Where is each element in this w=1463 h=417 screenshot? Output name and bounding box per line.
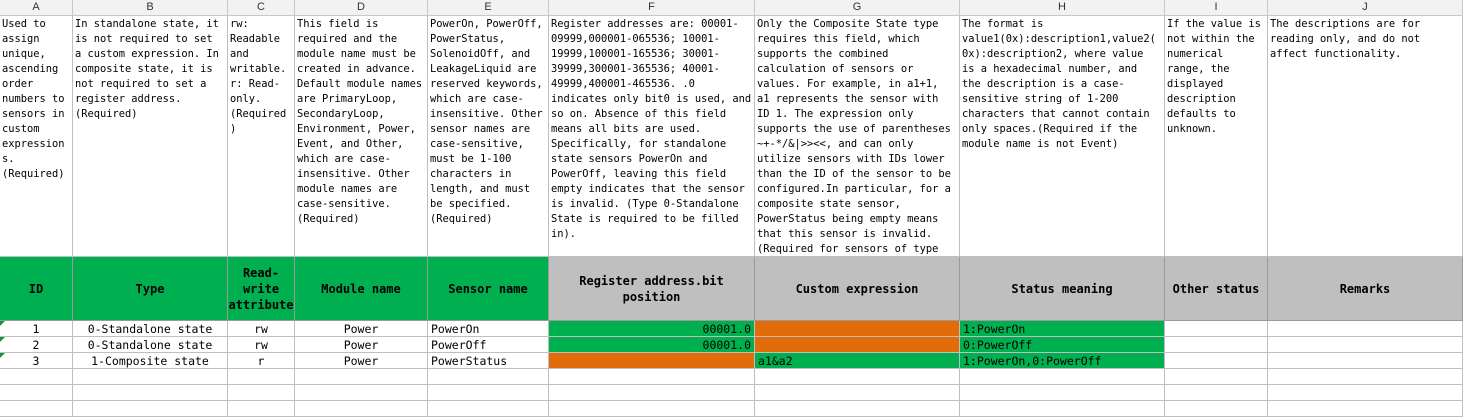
field-header-g[interactable]: [755, 257, 960, 321]
table-cell-r3-g[interactable]: a1&a2: [755, 353, 960, 369]
table-cell-r4-g[interactable]: [755, 369, 960, 385]
description-cell-b[interactable]: In standalone state, it is not required to set a custom expression. In composite state, it is not required to set a register address. (Required): [73, 16, 228, 257]
table-cell-r5-c[interactable]: [228, 385, 295, 401]
field-header-label: Remarks: [1339, 281, 1391, 296]
table-cell-r4-i[interactable]: [1165, 369, 1268, 385]
field-header-d[interactable]: [295, 257, 428, 321]
table-cell-r1-j[interactable]: [1268, 321, 1463, 337]
table-cell-r6-c[interactable]: [228, 401, 295, 417]
description-cell-i[interactable]: If the value is not within the numerical range, the displayed description defaults to unknown.: [1165, 16, 1268, 257]
table-cell-r4-j[interactable]: [1268, 369, 1463, 385]
table-cell-r4-h[interactable]: [960, 369, 1165, 385]
field-header-j[interactable]: [1268, 257, 1463, 321]
table-cell-r4-c[interactable]: [228, 369, 295, 385]
column-header-f[interactable]: F: [549, 0, 755, 16]
table-cell-r5-d[interactable]: [295, 385, 428, 401]
table-cell-r5-j[interactable]: [1268, 385, 1463, 401]
table-cell-r3-j[interactable]: [1268, 353, 1463, 369]
field-header-label: Status meaning: [1011, 281, 1113, 296]
table-cell-r6-j[interactable]: [1268, 401, 1463, 417]
column-header-b[interactable]: B: [73, 0, 228, 16]
table-cell-r5-i[interactable]: [1165, 385, 1268, 401]
field-header-h[interactable]: [960, 257, 1165, 321]
column-header-h[interactable]: H: [960, 0, 1165, 16]
description-cell-g[interactable]: Only the Composite State type requires this field, which supports the combined calculation of sensors or values. For example, in a1+1, a1 represents the sensor with ID 1. The expression only supports the use of parentheses ~+-*/&|>><<, and can only utilize sensors with IDs lower than the ID of the sensor to be configured.In particular, for a composite state sensor, PowerStatus being empty means that this sensor is invalid.(Required for sensors of type: [755, 16, 960, 257]
table-cell-r6-b[interactable]: [73, 401, 228, 417]
table-cell-r5-h[interactable]: [960, 385, 1165, 401]
table-cell-r3-a[interactable]: 3: [0, 353, 73, 369]
table-cell-r3-f[interactable]: [549, 353, 755, 369]
table-cell-r1-h[interactable]: 1:PowerOn: [960, 321, 1165, 337]
table-cell-r2-g[interactable]: [755, 337, 960, 353]
table-cell-r4-e[interactable]: [428, 369, 549, 385]
table-cell-r6-a[interactable]: [0, 401, 73, 417]
cell-marker-icon: [0, 337, 5, 342]
description-cell-j[interactable]: The descriptions are for reading only, and do not affect functionality.: [1268, 16, 1463, 257]
field-header-label: Other status: [1172, 281, 1260, 296]
table-cell-r3-h[interactable]: 1:PowerOn,0:PowerOff: [960, 353, 1165, 369]
table-cell-r3-i[interactable]: [1165, 353, 1268, 369]
column-header-c[interactable]: C: [228, 0, 295, 16]
table-cell-r4-b[interactable]: [73, 369, 228, 385]
field-header-a[interactable]: [0, 257, 73, 321]
table-cell-r2-j[interactable]: [1268, 337, 1463, 353]
table-cell-r3-d[interactable]: Power: [295, 353, 428, 369]
table-cell-r6-i[interactable]: [1165, 401, 1268, 417]
table-cell-r6-h[interactable]: [960, 401, 1165, 417]
field-header-label: ID: [28, 281, 44, 296]
cell-marker-icon: [0, 321, 5, 326]
description-cell-f[interactable]: Register addresses are: 00001-09999,000001-065536; 10001-19999,100001-165536; 30001-39999,300001-365536; 40001-49999,400001-465536. .0 indicates only bit0 is used, and so on. Absence of this field means all bits are used. Specifically, for standalone state sensors PowerOn and PowerOff, leaving this field empty indicates that the sensor is invalid. (Type 0-Standalone State is required to be filled in).: [549, 16, 755, 257]
table-cell-r2-c[interactable]: rw: [228, 337, 295, 353]
table-cell-r4-a[interactable]: [0, 369, 73, 385]
field-header-label: Type: [135, 281, 165, 296]
field-header-i[interactable]: [1165, 257, 1268, 321]
field-header-label: Read-write attribute: [228, 265, 294, 312]
table-cell-r2-h[interactable]: 0:PowerOff: [960, 337, 1165, 353]
table-cell-r3-e[interactable]: PowerStatus: [428, 353, 549, 369]
table-cell-r5-g[interactable]: [755, 385, 960, 401]
table-cell-r3-c[interactable]: r: [228, 353, 295, 369]
table-cell-r1-a[interactable]: 1: [0, 321, 73, 337]
field-header-label: Sensor name: [448, 281, 528, 296]
field-header-f[interactable]: [549, 257, 755, 321]
description-cell-e[interactable]: PowerOn, PowerOff, PowerStatus, SolenoidOff, and LeakageLiquid are reserved keywords, which are case-insensitive. Other sensor names are case-sensitive, must be 1-100 characters in length, and must be specified. (Required): [428, 16, 549, 257]
table-cell-r2-a[interactable]: 2: [0, 337, 73, 353]
column-header-e[interactable]: E: [428, 0, 549, 16]
column-header-d[interactable]: D: [295, 0, 428, 16]
description-cell-a[interactable]: Used to assign unique, ascending order numbers to sensors in custom expressions. (Required): [0, 16, 73, 257]
column-header-a[interactable]: A: [0, 0, 73, 16]
table-cell-r1-d[interactable]: Power: [295, 321, 428, 337]
column-header-i[interactable]: I: [1165, 0, 1268, 16]
table-cell-r5-f[interactable]: [549, 385, 755, 401]
table-cell-r1-i[interactable]: [1165, 321, 1268, 337]
table-cell-r1-b[interactable]: 0-Standalone state: [73, 321, 228, 337]
field-header-label: Custom expression: [795, 281, 919, 296]
table-cell-r5-e[interactable]: [428, 385, 549, 401]
field-header-c[interactable]: [228, 257, 295, 321]
table-cell-r4-f[interactable]: [549, 369, 755, 385]
description-cell-d[interactable]: This field is required and the module name must be created in advance. Default module names are PrimaryLoop, SecondaryLoop, Environment, Power, Event, and Other, which are case-insensitive. Other module names are case-sensitive. (Required): [295, 16, 428, 257]
table-cell-r6-d[interactable]: [295, 401, 428, 417]
description-cell-h[interactable]: The format is value1(0x):description1,value2(0x):description2, where value is a hexadecimal number, and the description is a case-sensitive string of 1-200 characters that cannot contain only spaces.(Required if the module name is not Event): [960, 16, 1165, 257]
table-cell-r5-b[interactable]: [73, 385, 228, 401]
table-cell-r2-d[interactable]: Power: [295, 337, 428, 353]
field-header-label: Register address.bit position: [579, 273, 724, 304]
field-header-b[interactable]: [73, 257, 228, 321]
table-cell-r6-e[interactable]: [428, 401, 549, 417]
table-cell-r2-f[interactable]: 00001.0: [549, 337, 755, 353]
table-cell-r6-f[interactable]: [549, 401, 755, 417]
field-header-e[interactable]: [428, 257, 549, 321]
table-cell-r2-i[interactable]: [1165, 337, 1268, 353]
table-cell-r5-a[interactable]: [0, 385, 73, 401]
table-cell-r1-e[interactable]: PowerOn: [428, 321, 549, 337]
table-cell-r2-b[interactable]: 0-Standalone state: [73, 337, 228, 353]
description-cell-c[interactable]: rw: Readable and writable. r: Read-only. (Required): [228, 16, 295, 257]
column-header-g[interactable]: G: [755, 0, 960, 16]
table-cell-r6-g[interactable]: [755, 401, 960, 417]
table-cell-r1-g[interactable]: [755, 321, 960, 337]
table-cell-r3-b[interactable]: 1-Composite state: [73, 353, 228, 369]
table-cell-r1-f[interactable]: 00001.0: [549, 321, 755, 337]
table-cell-r2-e[interactable]: PowerOff: [428, 337, 549, 353]
column-header-j[interactable]: J: [1268, 0, 1463, 16]
cell-marker-icon: [0, 353, 5, 358]
table-cell-r4-d[interactable]: [295, 369, 428, 385]
field-header-label: Module name: [321, 281, 401, 296]
table-cell-r1-c[interactable]: rw: [228, 321, 295, 337]
